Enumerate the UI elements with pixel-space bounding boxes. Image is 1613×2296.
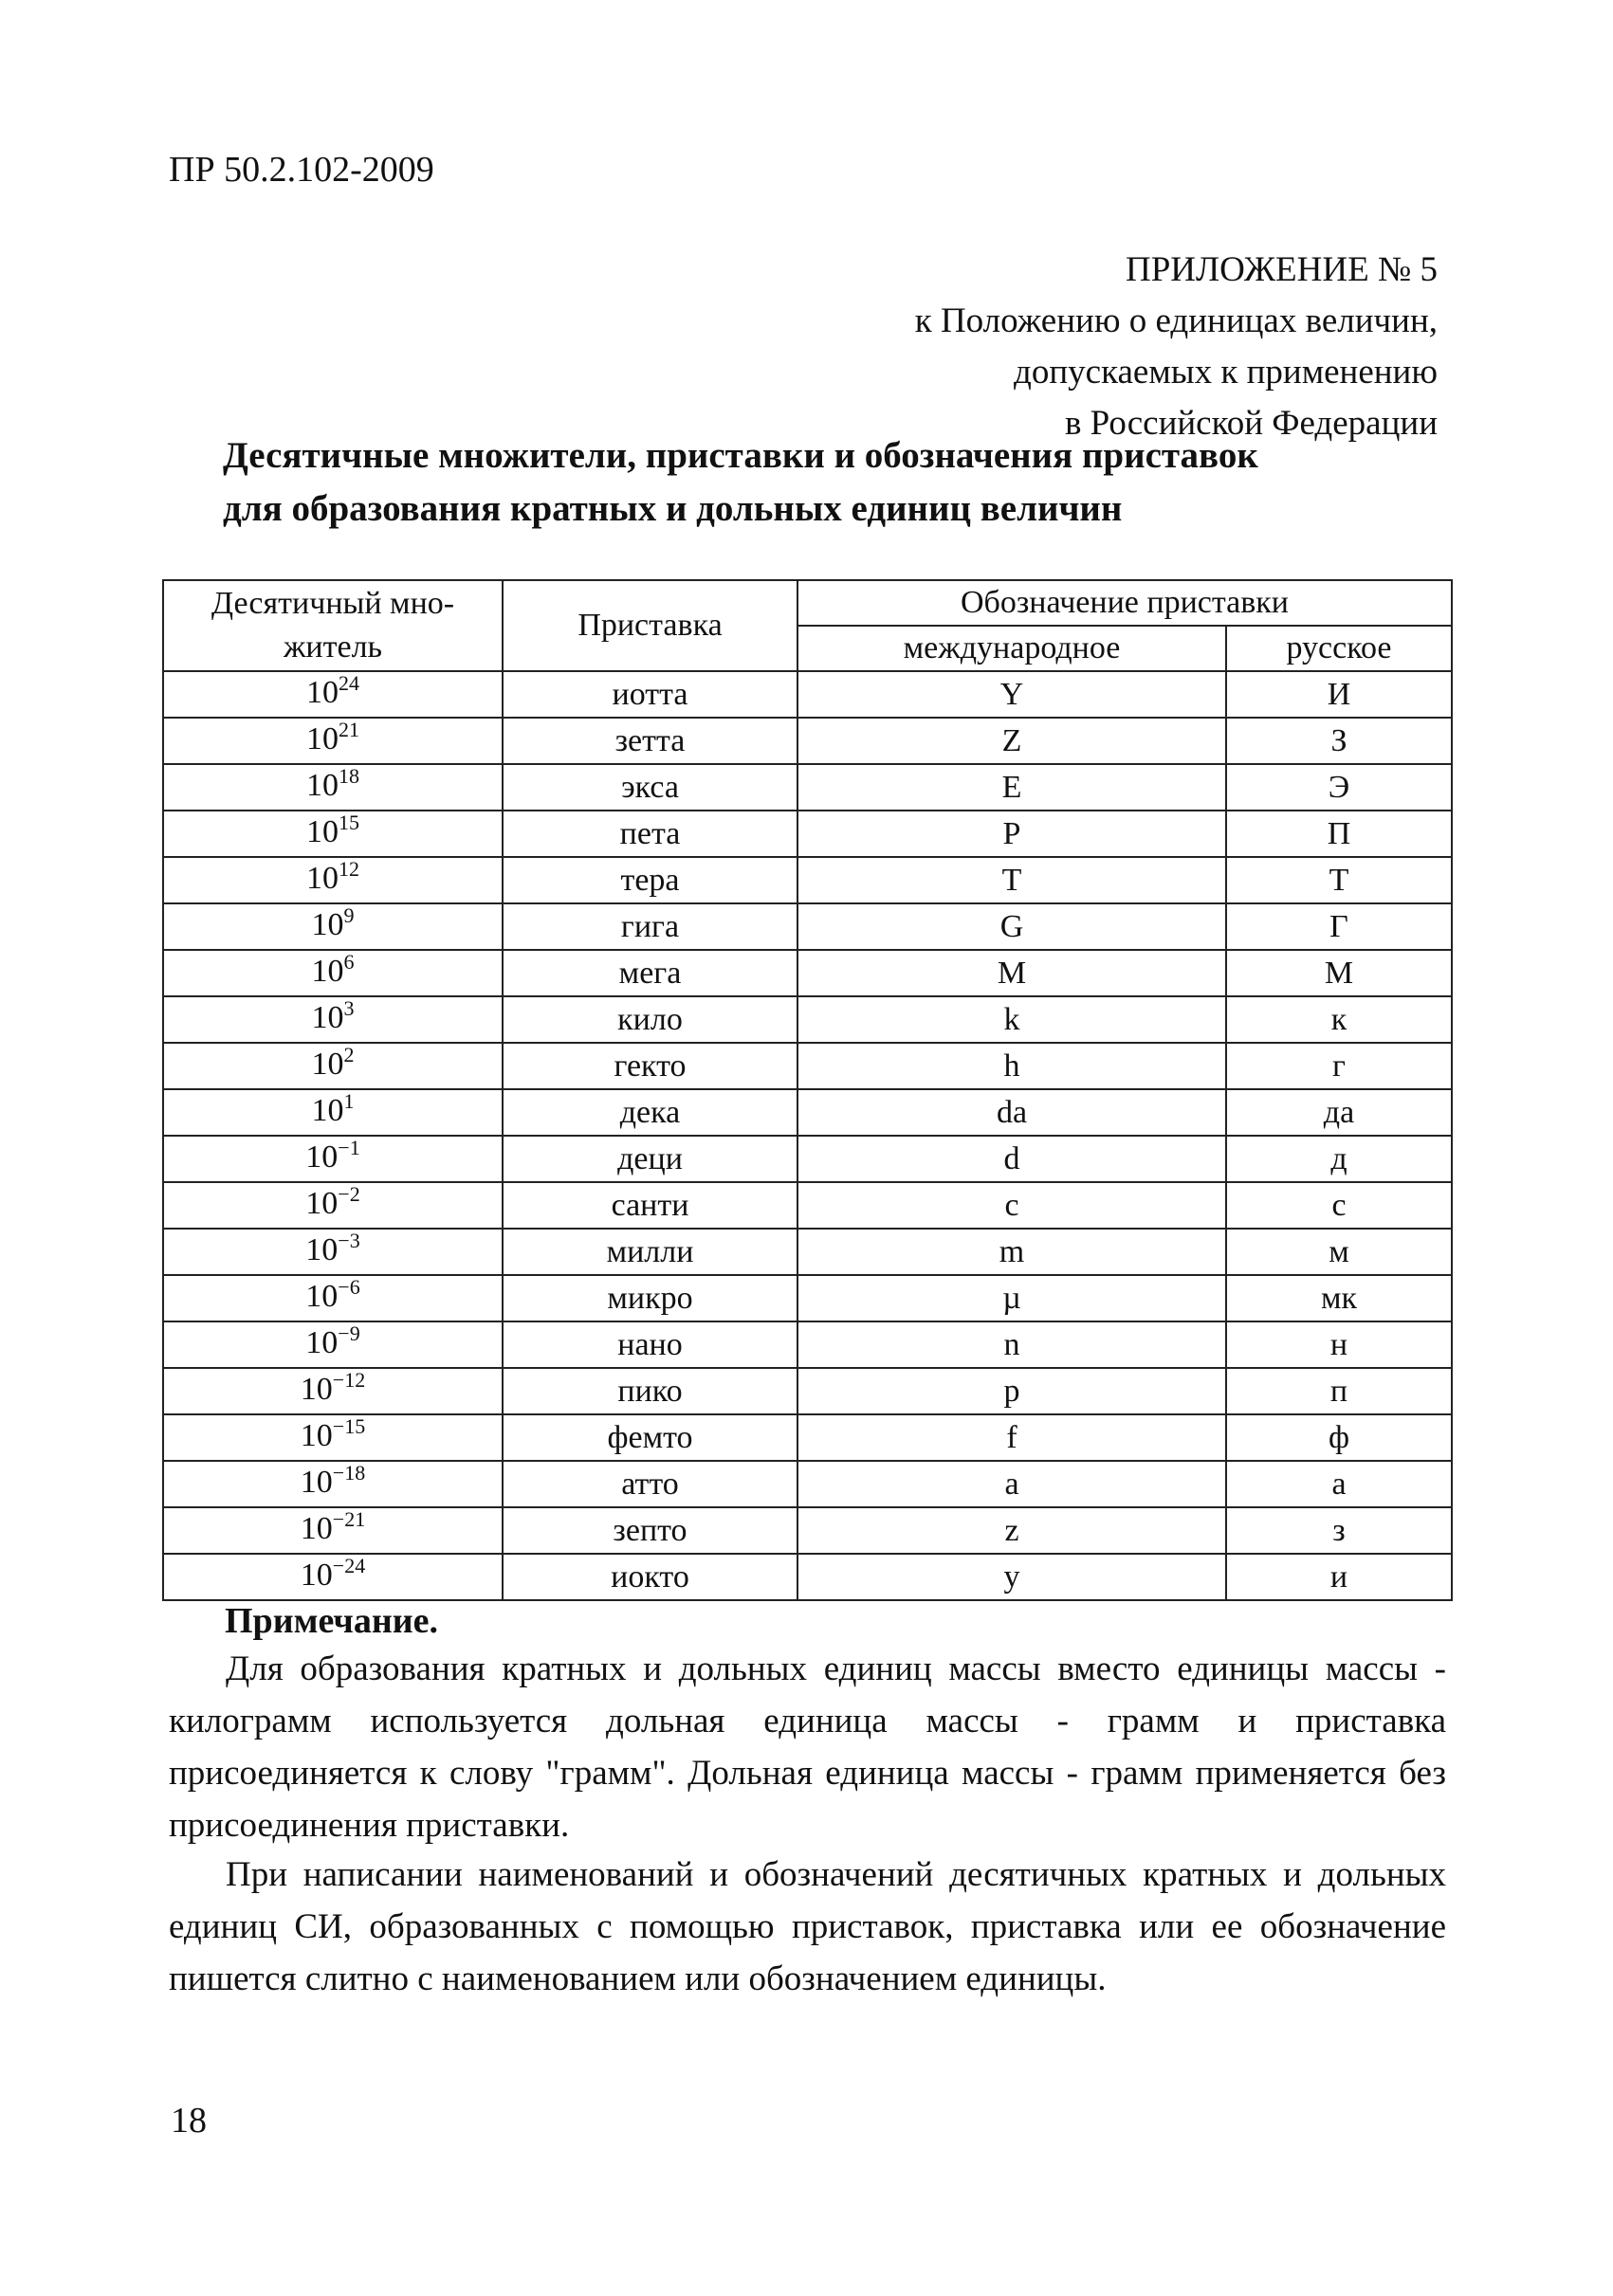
international-symbol-cell: da (797, 1089, 1226, 1136)
table-row (163, 903, 1452, 950)
russian-symbol-cell: ф (1226, 1414, 1452, 1461)
multiplier-cell (163, 1461, 503, 1507)
header-international: международное (797, 626, 1226, 671)
header-russian: русское (1226, 626, 1452, 671)
multiplier-exponent: −21 (332, 1507, 366, 1531)
multiplier-base: 10 (305, 1279, 339, 1314)
multiplier-cell (163, 1229, 503, 1275)
international-symbol-cell: Y (797, 671, 1226, 718)
russian-symbol-cell: с (1226, 1182, 1452, 1229)
multiplier-base: 10 (311, 1000, 344, 1035)
multiplier-exponent: −9 (338, 1321, 360, 1345)
table-row (163, 1089, 1452, 1136)
prefix-cell: пета (503, 811, 797, 857)
multiplier-exponent: −2 (338, 1182, 360, 1206)
multiplier-base: 10 (311, 1093, 344, 1128)
prefix-cell: деци (503, 1136, 797, 1182)
prefix-cell: зепто (503, 1507, 797, 1554)
prefix-cell: зетта (503, 718, 797, 764)
international-symbol-cell: T (797, 857, 1226, 903)
prefix-table (162, 579, 1453, 1601)
prefix-cell: пико (503, 1368, 797, 1414)
multiplier-cell (163, 1554, 503, 1600)
international-symbol-cell: y (797, 1554, 1226, 1600)
table-row (163, 1507, 1452, 1554)
russian-symbol-cell: Т (1226, 857, 1452, 903)
multiplier-exponent: 21 (339, 718, 359, 741)
multiplier-base: 10 (300, 1511, 333, 1546)
multiplier-base: 10 (311, 954, 344, 989)
prefix-cell: иокто (503, 1554, 797, 1600)
prefix-cell: фемто (503, 1414, 797, 1461)
table-row (163, 996, 1452, 1043)
international-symbol-cell: M (797, 950, 1226, 996)
multiplier-cell (163, 1043, 503, 1089)
russian-symbol-cell: д (1226, 1136, 1452, 1182)
multiplier-cell (163, 811, 503, 857)
international-symbol-cell: a (797, 1461, 1226, 1507)
table-row (163, 764, 1452, 811)
multiplier-exponent: −18 (332, 1461, 366, 1485)
international-symbol-cell: G (797, 903, 1226, 950)
multiplier-cell (163, 764, 503, 811)
russian-symbol-cell: з (1226, 1507, 1452, 1554)
international-symbol-cell: µ (797, 1275, 1226, 1321)
multiplier-cell (163, 950, 503, 996)
prefix-cell: атто (503, 1461, 797, 1507)
table-row (163, 1321, 1452, 1368)
table-row (163, 1461, 1452, 1507)
international-symbol-cell: P (797, 811, 1226, 857)
prefix-cell: санти (503, 1182, 797, 1229)
table-row (163, 1554, 1452, 1600)
multiplier-cell (163, 1182, 503, 1229)
table-body (163, 671, 1452, 1600)
prefix-cell: мега (503, 950, 797, 996)
international-symbol-cell: m (797, 1229, 1226, 1275)
note-heading: Примечание. (225, 1601, 438, 1641)
title-line: Десятичные множители, приставки и обозначения приставок (223, 435, 1258, 476)
multiplier-exponent: 1 (343, 1089, 355, 1113)
table-row (163, 857, 1452, 903)
russian-symbol-cell: к (1226, 996, 1452, 1043)
multiplier-cell (163, 1275, 503, 1321)
multiplier-cell (163, 1368, 503, 1414)
multiplier-exponent: −15 (332, 1414, 366, 1438)
multiplier-exponent: −3 (338, 1229, 360, 1252)
international-symbol-cell: p (797, 1368, 1226, 1414)
multiplier-cell (163, 671, 503, 718)
prefix-cell: кило (503, 996, 797, 1043)
russian-symbol-cell: З (1226, 718, 1452, 764)
multiplier-exponent: 15 (339, 811, 359, 834)
multiplier-base: 10 (306, 814, 339, 849)
multiplier-base: 10 (305, 1325, 339, 1360)
table-row (163, 718, 1452, 764)
international-symbol-cell: E (797, 764, 1226, 811)
multiplier-exponent: 9 (343, 903, 355, 927)
multiplier-base: 10 (306, 675, 339, 710)
russian-symbol-cell: н (1226, 1321, 1452, 1368)
multiplier-exponent: 2 (343, 1043, 355, 1066)
multiplier-base: 10 (305, 1139, 339, 1175)
prefix-cell: гига (503, 903, 797, 950)
russian-symbol-cell: мк (1226, 1275, 1452, 1321)
multiplier-base: 10 (300, 1465, 333, 1500)
multiplier-exponent: 12 (339, 857, 359, 881)
table-row (163, 1275, 1452, 1321)
table-row (163, 1182, 1452, 1229)
russian-symbol-cell: Э (1226, 764, 1452, 811)
multiplier-exponent: 6 (343, 950, 355, 974)
multiplier-base: 10 (300, 1558, 333, 1593)
appendix-line: к Положению о единицах величин, (914, 301, 1438, 340)
prefix-cell: экса (503, 764, 797, 811)
appendix-heading (584, 245, 1438, 449)
multiplier-exponent: −6 (338, 1275, 360, 1299)
header-prefix: Приставка (503, 580, 797, 671)
multiplier-exponent: 3 (343, 996, 355, 1020)
header-designation: Обозначение приставки (797, 580, 1452, 626)
multiplier-base: 10 (306, 721, 339, 756)
document-title (223, 429, 1456, 536)
international-symbol-cell: n (797, 1321, 1226, 1368)
multiplier-cell (163, 1136, 503, 1182)
multiplier-base: 10 (305, 1232, 339, 1267)
table-row (163, 1136, 1452, 1182)
multiplier-base: 10 (311, 1047, 344, 1082)
multiplier-exponent: −24 (332, 1554, 366, 1577)
multiplier-cell (163, 857, 503, 903)
table-row (163, 950, 1452, 996)
table-row (163, 1229, 1452, 1275)
russian-symbol-cell: и (1226, 1554, 1452, 1600)
multiplier-base: 10 (306, 861, 339, 896)
multiplier-cell (163, 1414, 503, 1461)
table-row (163, 1414, 1452, 1461)
header-multiplier: Десятичный мно-житель (163, 580, 503, 671)
appendix-number: ПРИЛОЖЕНИЕ № 5 (1125, 250, 1438, 289)
international-symbol-cell: k (797, 996, 1226, 1043)
prefix-cell: тера (503, 857, 797, 903)
prefix-cell: нано (503, 1321, 797, 1368)
table-row (163, 1043, 1452, 1089)
table-row (163, 811, 1452, 857)
multiplier-cell (163, 996, 503, 1043)
international-symbol-cell: c (797, 1182, 1226, 1229)
appendix-line: допускаемых к применению (1014, 353, 1438, 392)
multiplier-base: 10 (300, 1372, 333, 1407)
russian-symbol-cell: Г (1226, 903, 1452, 950)
international-symbol-cell: f (797, 1414, 1226, 1461)
russian-symbol-cell: м (1226, 1229, 1452, 1275)
appendix-line: в Российской Федерации (1064, 404, 1438, 443)
table-row (163, 1368, 1452, 1414)
multiplier-cell (163, 1321, 503, 1368)
international-symbol-cell: h (797, 1043, 1226, 1089)
prefix-cell: милли (503, 1229, 797, 1275)
russian-symbol-cell: М (1226, 950, 1452, 996)
prefix-cell: микро (503, 1275, 797, 1321)
russian-symbol-cell: г (1226, 1043, 1452, 1089)
russian-symbol-cell: да (1226, 1089, 1452, 1136)
note-paragraph: Для образования кратных и дольных единиц массы вместо единицы массы - килограмм используется дольная единица массы - грамм и приставка присоединяется к слову "грамм". Дольная единица массы - грамм применяется без присоединения приставки. (169, 1649, 1446, 1845)
russian-symbol-cell: П (1226, 811, 1452, 857)
multiplier-base: 10 (306, 768, 339, 803)
russian-symbol-cell: И (1226, 671, 1452, 718)
multiplier-base: 10 (305, 1186, 339, 1221)
prefix-cell: иотта (503, 671, 797, 718)
page-number: 18 (171, 2101, 207, 2141)
document-code: ПР 50.2.102-2009 (169, 150, 434, 190)
multiplier-base: 10 (311, 907, 344, 942)
multiplier-exponent: −12 (332, 1368, 366, 1392)
multiplier-exponent: 24 (339, 671, 359, 695)
note-paragraph: При написании наименований и обозначений десятичных кратных и дольных единиц СИ, образованных с помощью приставок, приставка или ее обозначение пишется слитно с наименованием или обозначением единицы. (169, 1855, 1446, 1998)
international-symbol-cell: d (797, 1136, 1226, 1182)
multiplier-exponent: 18 (339, 764, 359, 788)
international-symbol-cell: z (797, 1507, 1226, 1554)
prefix-cell: гекто (503, 1043, 797, 1089)
prefix-cell: дека (503, 1089, 797, 1136)
multiplier-base: 10 (300, 1418, 333, 1453)
international-symbol-cell: Z (797, 718, 1226, 764)
multiplier-cell (163, 903, 503, 950)
multiplier-cell (163, 718, 503, 764)
russian-symbol-cell: а (1226, 1461, 1452, 1507)
title-line: для образования кратных и дольных единиц величин (223, 488, 1123, 529)
multiplier-cell (163, 1089, 503, 1136)
multiplier-cell (163, 1507, 503, 1554)
table-row (163, 671, 1452, 718)
multiplier-exponent: −1 (338, 1136, 360, 1159)
russian-symbol-cell: п (1226, 1368, 1452, 1414)
